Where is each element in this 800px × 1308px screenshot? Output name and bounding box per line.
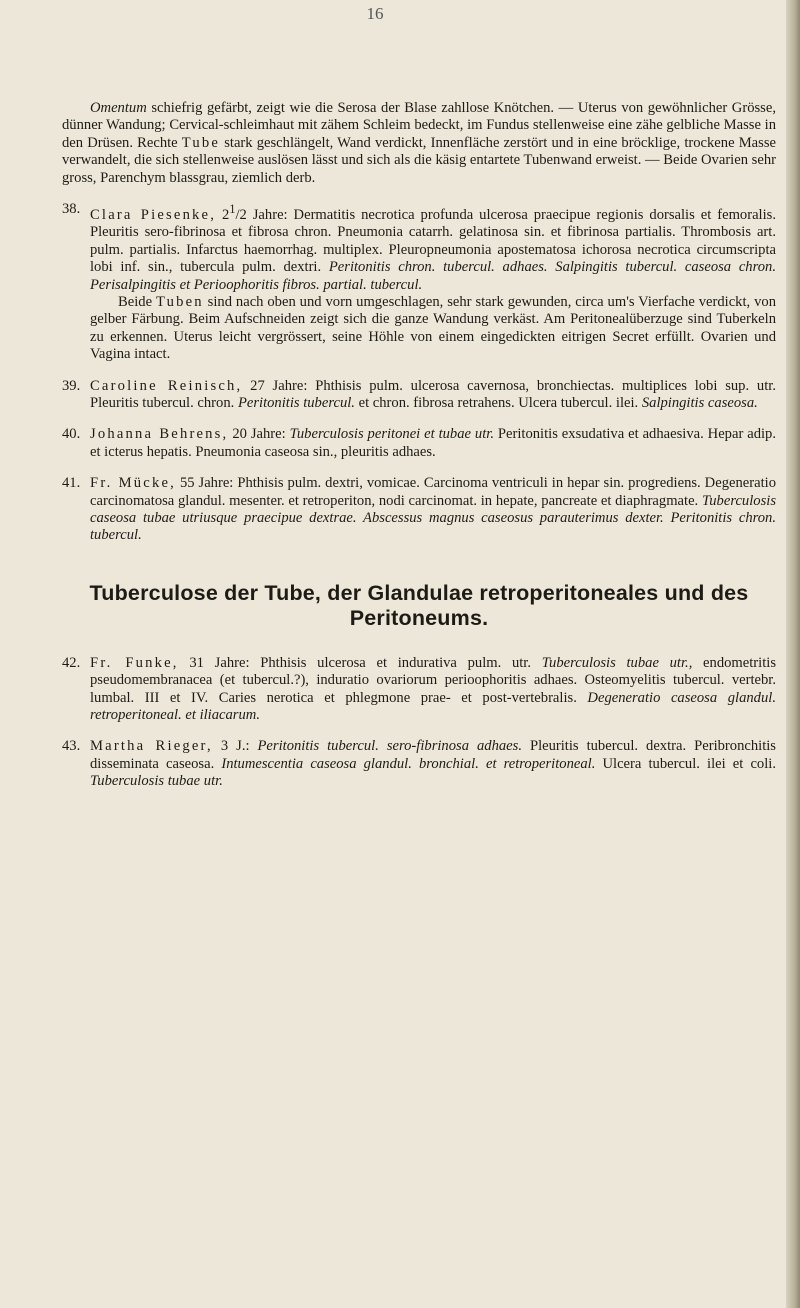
patient-name: Clara Piesenke, xyxy=(90,206,217,223)
diagnosis-text: Pleuritis tubercul. dextra. Peribronchitis disseminata caseosa. xyxy=(90,738,776,772)
diagnosis-text: et chron. fibrosa retrahens. Ulcera tubercul. ilei. xyxy=(354,394,642,411)
patient-name: Martha Rieger, xyxy=(90,738,213,755)
diagnosis-italic: Intumescentia caseosa glandul. bronchial. et retroperitoneal. xyxy=(221,755,596,772)
diagnosis-italic: Degeneratio caseosa glandul. retroperitoneal. et iliacarum. xyxy=(90,689,776,724)
diagnosis-italic: Tuberculosis peritonei et tubae utr. xyxy=(289,426,494,443)
intro-spaced-term: Tube xyxy=(181,134,221,151)
age: 2 xyxy=(216,206,230,223)
findings-spaced-term: Tuben xyxy=(155,293,204,310)
case-number: 39. xyxy=(62,377,81,394)
patient-name: Fr. Funke, xyxy=(90,654,179,671)
diagnosis-italic: Tuberculosis tubae utr. xyxy=(90,773,223,790)
patient-name: Johanna Behrens, xyxy=(90,426,229,443)
intro-text-end: stark geschlängelt, Wand verdickt, Innenfläche zerstört und in eine bröcklige, trockene Masse verwandelt, die sich stellenweise auslösen lässt und sich als die käsig entartete Tubenwand erweist. — Beide Ovarien sehr gross, Parenchym blassgrau, ziemlich derb. xyxy=(62,134,776,186)
diagnosis-text: 27 Jahre: Phthisis pulm. ulcerosa cavernosa, bronchiectas. multiplices lobi sup. utr. Pleuritis tubercul. chron. xyxy=(90,377,776,411)
diagnosis-text: 20 Jahre: xyxy=(228,426,290,443)
case-43 xyxy=(62,738,776,790)
case-diagnosis xyxy=(90,378,776,413)
case-41 xyxy=(62,475,776,545)
diagnosis-text: 31 Jahre: Phthisis ulcerosa et indurativa pulm. utr. xyxy=(178,654,542,671)
patient-name: Caroline Reinisch, xyxy=(90,377,243,394)
patient-name: Fr. Mücke, xyxy=(90,475,176,492)
diagnosis-text: endometritis pseudomembranacea (et tubercul.?), induratio ovariorum perioophoritis adhaes. Osteomyelitis tubercul. vertebr. lumbal. III et IV. Caries nerotica et phlegmone prae- et post-vertebralis. xyxy=(90,654,777,706)
case-number: 42. xyxy=(62,654,81,671)
case-diagnosis xyxy=(90,655,776,725)
case-number: 41. xyxy=(62,475,81,492)
heading-line: Peritoneums. xyxy=(349,605,489,630)
diagnosis-italic: Peritonitis chron. tubercul. adhaes. Salpingitis tubercul. caseosa chron. Perisalpingitis et Perioophoritis fibros. partial. tubercul. xyxy=(90,259,776,293)
intro-paragraph xyxy=(62,100,776,187)
diagnosis-italic: Salpingitis caseosa. xyxy=(641,394,758,411)
findings-text-end: sind nach oben und vorn umgeschlagen, sehr stark gewunden, circa um's Vierfache verdickt, von gelber Färbung. Beim Aufschneiden zeigt sich die ganze Wandung verkäst. Am Peritonealüberzuge sind Tuberkeln zu erkennen. Uterus leicht vergrössert, seine Höhle von einem eingedickten eitrigen Secret erfüllt. Ovarien und Vagina intact. xyxy=(90,293,776,363)
case-39 xyxy=(62,378,776,413)
diagnosis-text: Ulcera tubercul. ilei et coli. xyxy=(595,755,776,772)
case-diagnosis xyxy=(90,738,776,790)
case-diagnosis xyxy=(90,475,776,545)
age-fraction-num: 1 xyxy=(229,202,236,217)
diagnosis-italic: Tuberculosis tubae utr., xyxy=(541,654,693,671)
intro-term: Omentum xyxy=(90,100,147,116)
page-edge xyxy=(786,0,800,1308)
age-fraction-den: /2 xyxy=(235,206,247,223)
case-40 xyxy=(62,426,776,461)
case-diagnosis xyxy=(90,426,776,461)
page-number: 16 xyxy=(366,4,384,23)
page-body xyxy=(62,100,776,805)
case-38 xyxy=(62,201,776,364)
heading-line: Tuberculose der Tube, der Glandulae retroperitoneales und des xyxy=(89,580,749,605)
diagnosis-text: 55 Jahre: Phthisis pulm. dextri, vomicae. Carcinoma ventriculi in hepar sin. progrediens. Degeneratio carcinomatosa glandul. mesenter. et retroperiton, nodi carcinomat. in hepate, pancreate et diaphragmate. xyxy=(90,475,776,509)
case-42 xyxy=(62,655,776,725)
diagnosis-italic: Tuberculosis caseosa tubae utriusque praecipue dextrae. Abscessus magnus caseosus parauterimus dexter. Peritonitis chron. tubercul. xyxy=(90,492,776,544)
case-number: 38. xyxy=(62,201,81,218)
diagnosis-italic: Peritonitis tubercul. xyxy=(237,394,355,411)
case-diagnosis xyxy=(90,201,776,294)
case-number: 40. xyxy=(62,426,81,443)
intro-text: schiefrig gefärbt, zeigt wie die Serosa der Blase zahllose Knötchen. — Uterus von gewöhnlicher Grösse, dünner Wandung; Cervical-schleimhaut mit zähem Schleim bedeckt, im Fundus stellenweise eine zähe gelbliche Masse in den Drüsen. Rechte xyxy=(62,100,776,151)
diagnosis-italic: Peritonitis tubercul. sero-fibrinosa adhaes. xyxy=(257,738,522,755)
case-number: 43. xyxy=(62,738,81,755)
diagnosis-text: 3 J.: xyxy=(212,738,258,755)
diagnosis-text: Peritonitis exsudativa et adhaesiva. Hepar adip. et icterus hepatis. Pneumonia caseosa sin., pleuritis adhaes. xyxy=(90,426,776,460)
case-findings xyxy=(90,294,776,364)
findings-text: Beide xyxy=(118,293,156,310)
diagnosis-text: Jahre: Dermatitis necrotica profunda ulcerosa praecipue regionis dorsalis et femoralis. Pleuritis sero-fibrinosa et fibrosa chron. Pneumonia catarrh. gelatinosa sin. et fibrinosa partialis. Thrombosis art. pulm. partialis. Infarctus haemorrhag. multiplex. Pleuropneumonia apostematosa ichorosa necrotica circumscripta lobi inf. sin., tubercula pulm. dextri. xyxy=(90,206,776,276)
section-heading xyxy=(62,581,776,631)
